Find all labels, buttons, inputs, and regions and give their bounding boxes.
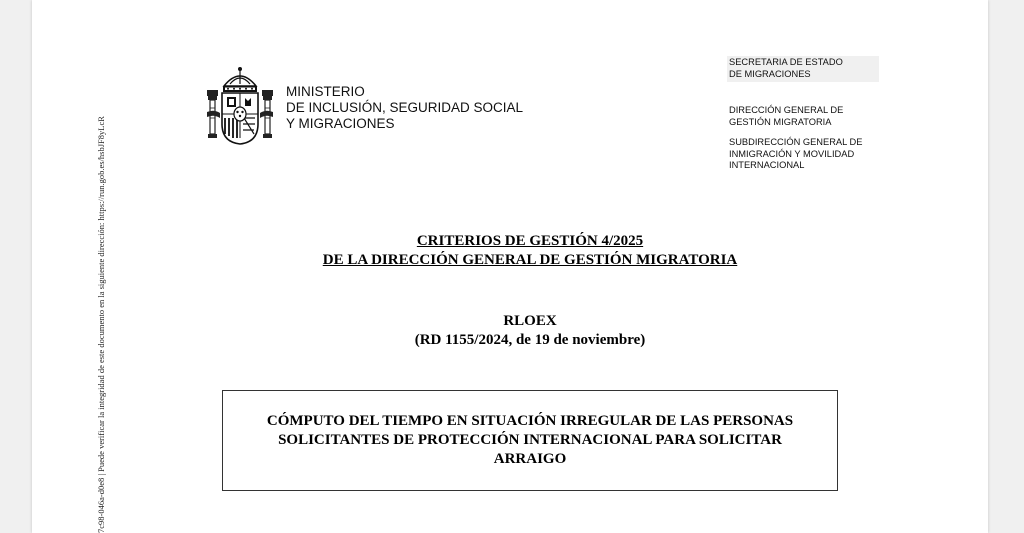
- verification-stamp: 7c98-046a-d0e8 | Puede verificar la integridad de este documento en la siguiente dirección: https://run.gob.es/hsbJF8yLcR: [96, 116, 106, 533]
- subject-line: ARRAIGO: [493, 451, 567, 467]
- document-title: [230, 232, 830, 270]
- subdireccion-label: [727, 137, 879, 172]
- subject-line: CÓMPUTO DEL TIEMPO EN SITUACIÓN IRREGULAR DE LAS PERSONAS: [266, 413, 794, 429]
- subdireccion-line: SUBDIRECCIÓN GENERAL DE: [729, 137, 863, 147]
- ministry-line: MINISTERIO: [286, 84, 365, 99]
- subject-line: SOLICITANTES DE PROTECCIÓN INTERNACIONAL PARA SOLICITAR: [278, 432, 782, 448]
- direccion-line: GESTIÓN MIGRATORIA: [729, 116, 832, 127]
- coat-of-arms-of-spain-icon: [206, 66, 274, 146]
- subtitle-line: RLOEX: [503, 313, 557, 329]
- ministry-name: [286, 84, 523, 132]
- subject-box: [222, 390, 838, 491]
- subject-text: [235, 412, 825, 469]
- subdireccion-line: INMIGRACIÓN Y MOVILIDAD: [729, 148, 855, 159]
- ministry-line: DE INCLUSIÓN, SEGURIDAD SOCIAL: [286, 100, 524, 115]
- title-line: CRITERIOS DE GESTIÓN 4/2025: [416, 233, 644, 249]
- direccion-label: [727, 105, 879, 128]
- subtitle-line: (RD 1155/2024, de 19 de noviembre): [414, 332, 646, 348]
- department-block: [727, 56, 879, 172]
- direccion-line: DIRECCIÓN GENERAL DE: [729, 105, 844, 115]
- title-line: DE LA DIRECCIÓN GENERAL DE GESTIÓN MIGRATORIA: [322, 252, 738, 268]
- secretaria-line: DE MIGRACIONES: [729, 68, 811, 79]
- secretaria-line: SECRETARIA DE ESTADO: [729, 57, 843, 67]
- ministry-line: Y MIGRACIONES: [286, 116, 395, 131]
- secretaria-label: [727, 56, 879, 82]
- subdireccion-line: INTERNACIONAL: [729, 160, 805, 170]
- document-subtitle: [230, 312, 830, 350]
